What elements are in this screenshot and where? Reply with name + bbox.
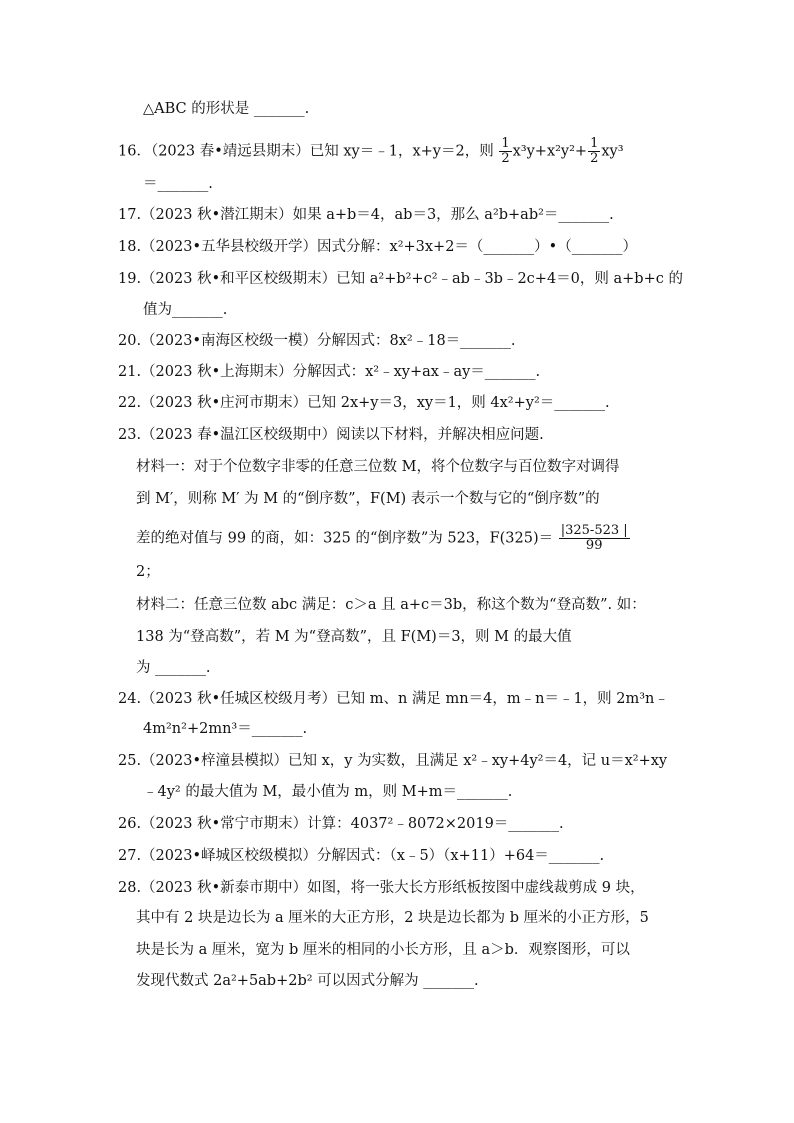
line-abc-shape: △ABC 的形状是 _______. <box>143 101 310 117</box>
material-2-line-3: 为 _______. <box>136 660 211 676</box>
question-24: 24.（2023 秋•任城区校级月考）已知 m、n 满足 mn＝4，m﹣n＝﹣1，则 2m³n﹣ <box>118 691 669 707</box>
question-25-cont: ﹣4y² 的最大值为 M，最小值为 m，则 M+m＝_______. <box>143 784 513 800</box>
q16-terms-2: xy³ <box>601 143 624 160</box>
q16-terms-1: x³y+x²y²+ <box>512 143 588 160</box>
question-21: 21.（2023 秋•上海期末）分解因式：x²﹣xy+ax﹣ay＝_______. <box>118 364 541 380</box>
material-2-line-2: 138 为“登高数”，若 M 为“登高数”，且 F(M)＝3，则 M 的最大值 <box>136 629 572 645</box>
question-27: 27.（2023•峄城区校级模拟）分解因式：（x﹣5）（x+11）+64＝_______. <box>118 848 605 864</box>
question-22: 22.（2023 秋•庄河市期末）已知 2x+y＝3，xy＝1，则 4x²+y²＝_______. <box>118 395 610 411</box>
material-1-line-2: 到 M′，则称 M′ 为 M 的“倒序数”，F(M) 表示一个数与它的“倒序数”的 <box>136 491 600 507</box>
question-28-line-3: 块是长为 a 厘米，宽为 b 厘米的相同的小长方形，且 a＞b．观察图形，可以 <box>136 942 630 958</box>
question-19: 19.（2023 秋•和平区校级期末）已知 a²+b²+c²﹣ab﹣3b﹣2c+4＝0，则 a+b+c 的 <box>118 271 683 287</box>
material-1-line-1: 材料一：对于个位数字非零的任意三位数 M，将个位数字与百位数字对调得 <box>136 459 620 475</box>
question-25: 25.（2023•梓潼县模拟）已知 x，y 为实数，且满足 x²﹣xy+4y²＝4，记 u＝x²+xy <box>118 753 668 769</box>
question-28-line-2: 其中有 2 块是边长为 a 厘米的大正方形，2 块是边长都为 b 厘米的小正方形，5 <box>136 910 649 926</box>
question-20: 20.（2023•南海区校级一模）分解因式：8x²﹣18＝_______. <box>118 333 516 349</box>
question-16 <box>118 137 624 166</box>
q16-source: （2023 春•靖远县期末） <box>150 143 310 160</box>
fraction-f325: $\frac{|325-523 |}{99}$ <box>560 523 628 553</box>
q16-text: 已知 xy＝﹣1，x+y＝2，则 <box>309 143 494 160</box>
material-2-line-1: 材料二：任意三位数 abc 满足：c＞a 且 a+c＝3b，称这个数为“登高数”. 如： <box>136 597 646 613</box>
q16-number: 16． <box>118 143 151 160</box>
material-1-line-3 <box>136 524 631 553</box>
question-19-cont: 值为_______. <box>143 302 228 318</box>
question-23: 23.（2023 春•温江区校级期中）阅读以下材料，并解决相应问题. <box>118 427 544 443</box>
question-26: 26.（2023 秋•常宁市期末）计算：4037²﹣8072×2019＝_______. <box>118 816 564 832</box>
fraction-one-half-b: $\frac{1}{2}$ <box>590 136 599 166</box>
question-18: 18.（2023•五华县校级开学）因式分解：x²+3x+2＝（_______）•（_______） <box>118 239 637 255</box>
q16-answer-line: ＝_______. <box>143 176 213 192</box>
material-1-text: 差的绝对值与 99 的商，如：325 的“倒序数”为 523，F(325)＝ <box>136 530 554 547</box>
question-28-line-4: 发现代数式 2a²+5ab+2b² 可以因式分解为 _______. <box>136 973 479 989</box>
question-24-cont: 4m²n²+2mn³＝_______. <box>143 721 308 737</box>
fraction-one-half-a: $\frac{1}{2}$ <box>501 136 510 166</box>
question-28: 28.（2023 秋•新泰市期中）如图，将一张大长方形纸板按图中虚线裁剪成 9 块， <box>118 880 645 896</box>
question-17: 17.（2023 秋•潜江期末）如果 a+b＝4，ab＝3，那么 a²b+ab²＝_______. <box>118 207 614 223</box>
material-1-line-4: 2； <box>136 564 160 580</box>
